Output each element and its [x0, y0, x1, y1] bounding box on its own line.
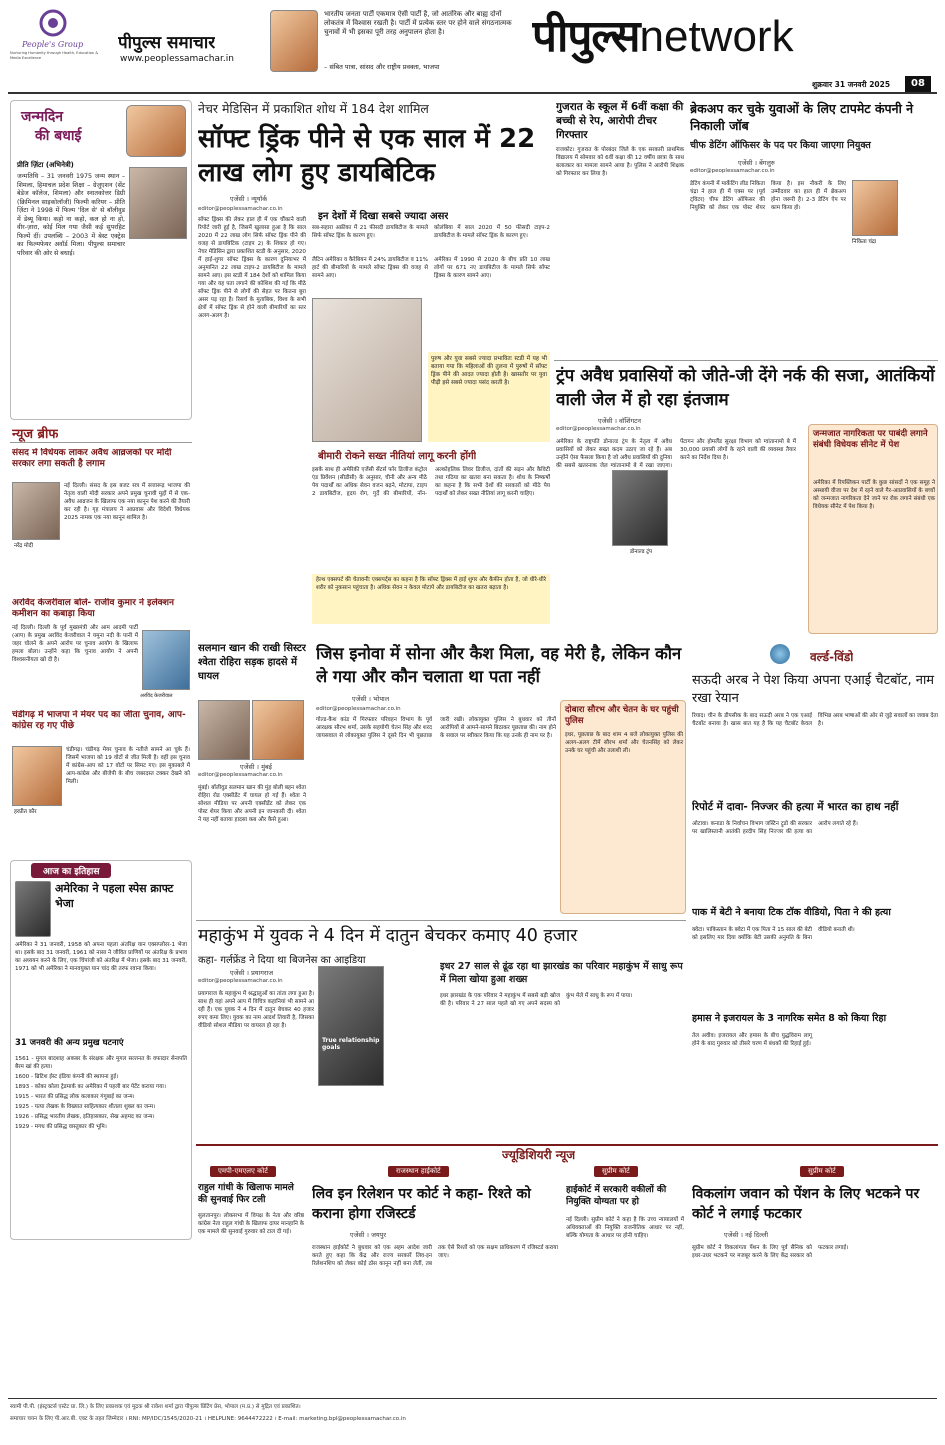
- world-1-headline: सऊदी अरब ने पेश किया अपना एआई चैटबॉट, नाम रखा रेयान: [692, 673, 935, 706]
- kumbh-photo-text: True relationship goals: [322, 1037, 380, 1051]
- birthday-title-bottom: की बधाई: [35, 128, 82, 144]
- judiciary-2-headline: लिव इन रिलेशन पर कोर्ट ने कहा- रिश्ते को कराना होगा रजिस्टर्ड: [312, 1186, 531, 1222]
- kumbh-email: editor@peoplessamachar.co.in: [198, 978, 283, 984]
- salman-body: मुंबई। बॉलीवुड सलमान खान की मुंह बोली बहन श्वेता रोहिरा रोड एक्सीडेंट में घायल हो गई हैं। श्वेता ने सोशल मीडिया पर अपनी एक्सीडेंट को लेकर एक पोस्ट शेयर किया और अपनी इन जानकारी दी। श्वेता ने यह नहीं बताया हादसा कब और कैसे हुआ।: [198, 785, 306, 823]
- quote-author-photo: [270, 10, 318, 72]
- trump-side-box: [808, 424, 938, 634]
- lead-bullet: कोलंबिया में साल 2020 में 50 फीसदी टाइप-2 डायबिटीज के मामले सॉफ्ट ड्रिंक के कारण हुए।: [434, 225, 550, 239]
- breakup-photo: [852, 180, 898, 236]
- birthday-title: [21, 107, 81, 145]
- trump-headline: ट्रंप अवैध प्रवासियों को जीते-जी देंगे नर्क की सजा, आतंकियों वाली जेल में हो रहा इंतजाम: [556, 366, 935, 410]
- network-en: network: [639, 12, 794, 61]
- group-name: People's Group: [22, 40, 84, 49]
- network-hindi: पीपुल्स: [532, 11, 640, 62]
- history-events-head: 31 जनवरी की अन्य प्रमुख घटनाएं: [15, 1038, 124, 1048]
- history-event: 1893 - कोका कोला ट्रेडमार्क का अमेरिका में पहली बार पेटेंट कराया गया।: [15, 1084, 166, 1090]
- breakup-caption: निकिता चंद्रा: [852, 239, 877, 245]
- history-box: [10, 860, 192, 1240]
- masthead-rule: [8, 92, 937, 94]
- kumbh-rule: [196, 920, 686, 921]
- world-4-headline: हमास ने इजरायल के 3 नागरिक समेत 8 को किया रिहा: [692, 1013, 887, 1024]
- trump-body: अमेरिका के राष्ट्रपति डोनाल्ड ट्रंप के नेतृत्व में अवैध प्रवासियों को लेकर सख्त कदम उठाए जा रहे हैं। अब उन्होंने ऐसा फैसला किया है जो अवैध प्रवासियों की दुनिया की सबसे खतरनाक जेल ग्वांतानामो बे में रखा जाएगा। पेंटागन और होमलैंड सुरक्षा विभाग को ग्वांतानामो बे में 30,000 प्रवासी लोगों के रहने वाली की व्यवस्था तैयार करने का निर्देश दिया है।: [556, 439, 796, 469]
- birthday-person-photo: [129, 167, 187, 239]
- footer-rule: [8, 1398, 937, 1399]
- group-logo: [10, 8, 100, 68]
- kumbh-headline: महाकुंभ में युवक ने 4 दिन में दातुन बेचकर कमाए 40 हजार: [198, 926, 578, 946]
- judiciary-1-court: एमपी-एमएलए कोर्ट: [210, 1166, 276, 1177]
- paper-site[interactable]: www.peoplessamachar.in: [120, 54, 234, 64]
- brief-3-body: चंडीगढ़। चंडीगढ़ मेयर चुनाव के नतीजे सामने आ चुके हैं। जिसमें भाजपा को 19 वोटों से जीत मिली है। वहीं इस चुनाव में कांग्रेस-आप को 17 वोटों पर सिमट गए। इस मुकाबले में आप-कांग्रेस और बीजेपी के बीच जबरदस्त टक्कर देखने को मिली।: [66, 747, 190, 785]
- breakup-body-extra: [852, 250, 938, 350]
- brief-2-photo: [142, 630, 190, 690]
- hourglass-icon: [15, 881, 51, 937]
- col-rule: [554, 360, 938, 361]
- lead-warning: हेल्थ एक्सपर्ट की चेतावनीः एक्सपर्ट्स का कहना है कि सॉफ्ट ड्रिंक्स में हाई शुगर और कैफीन होता है, जो धीरे-धीरे शरीर को नुकसान पहुंचाता है। अधिक सेवन न केवल मोटापे और डायबिटीज का खतरा बढ़ाता है।: [312, 574, 550, 624]
- history-event: 1600 - ब्रिटिश ईस्ट इंडिया कंपनी की स्थापना हुई।: [15, 1074, 119, 1080]
- judiciary-4-court: सुप्रीम कोर्ट: [800, 1166, 844, 1177]
- breakup-kicker: चीफ डेटिंग ऑफिसर के पद पर किया जाएगा नियुक्त: [690, 140, 871, 151]
- history-event: 1561 - मुगल बादशाह अकबर के संरक्षक और मुगल सल्तनत के वफादार सेनापति बैरम खां की हत्या।: [15, 1056, 187, 1070]
- salman-photo-2: [252, 700, 304, 760]
- judiciary-3-court: सुप्रीम कोर्ट: [594, 1166, 638, 1177]
- lead-body-2: इसके साथ ही अमेरिकी एजेंसी सेंटर्स फॉर डिजीज कंट्रोल एंड प्रिवेंशन (सीडीसी) के अनुसार, चीनी और अन्य मीठे पेय पदार्थों का अधिक सेवन वजन बढ़ने, मोटापा, टाइप 2 डायबिटीज, हृदय रोग, गुर्दे की बीमारियों, नॉन-अल्कोहलिक लिवर डिजीज, दांतों की सड़न और कैविटी तथा गठिया का खतरा बना सकता है। शोध के निष्कर्षों का कहना है कि सभी देशों की सरकारों को मीठे पेय पदार्थों को लेकर सख्त नीतियां लागू करनी चाहिए।: [312, 467, 550, 497]
- group-logo-icon: [38, 8, 68, 38]
- gujarat-headline: गुजरात के स्कूल में 6वीं कक्षा की बच्ची से रेप, आरोपी टीचर गिरफ्तार: [556, 101, 684, 141]
- trump-byline: एजेंसी । वॉशिंगटन: [598, 417, 642, 425]
- inova-email: editor@peoplessamachar.co.in: [316, 706, 401, 712]
- world-4-body: तेल अवीव। इजरायल और हमास के बीच युद्धविराम लागू होने के बाद गुरुवार को तीसरे चरण में बंधकों की रिहाई हुई।: [692, 1033, 812, 1047]
- judiciary-1-headline: राहुल गांधी के खिलाफ मामले की सुनवाई फिर टली: [198, 1183, 294, 1205]
- world-3-headline: पाक में बेटी ने बनाया टिक टॉक वीडियो, पिता ने की हत्या: [692, 907, 891, 918]
- network-logo: [532, 4, 937, 74]
- globe-icon: [770, 644, 790, 664]
- world-2-body: ओटावा। कनाडा के निर्वाचन विभाग जस्टिन ट्रूडो की सरकार पर खालिस्तानी आतंकी हरदीप सिंह निज्जर की हत्या का आरोप लगाते रहे हैं।: [692, 821, 858, 835]
- brief-1-photo: [12, 482, 60, 540]
- brief-1-headline: संसद में विधेयक लाकर अवैध आव्रजकों पर मोदी सरकार लगा सकती है लगाम: [12, 448, 172, 469]
- history-events: [15, 1055, 187, 1133]
- trump-side-head: जन्मजात नागरिकता पर पाबंदी लगाने संबंधी विधेयक सीनेट में पेश: [813, 429, 928, 450]
- kumbh-side-head: इधर 27 साल से ढूंढ रहा था झारखंड का परिवार महाकुंभ में साधु रूप में मिला खोया हुआ शख्स: [440, 961, 683, 985]
- lead-byline: एजेंसी । न्यूयॉर्क: [230, 195, 268, 203]
- lead-bullet: लैटिन अमेरिका व कैरेबियन में 24% डायबिटीज व 11% हार्ट की बीमारियों के मामले सॉफ्ट ड्रिंक्स की वजह से सामने आए।: [312, 257, 428, 279]
- history-body: अमेरिका ने 31 जनवरी, 1958 को अपना पहला अंतरिक्ष यान एक्सप्लोरर-1 भेजा था। इसके बाद 31 जनवरी, 1961 को नासा ने जीवित प्राणियों पर अंतरिक्ष के प्रभाव का अध्ययन करने के लिए, एक चिंपांजी को अंतरिक्ष में भेजा। इसके बाद 31 जनवरी, 1971 को भी अमेरिका ने मानवयुक्त यान चांद की तरफ रवाना किया।: [15, 942, 187, 972]
- lead-subhead: इन देशों में दिखा सबसे ज्यादा असर: [318, 211, 449, 222]
- footer-line-1: स्वामी पी.पी. (इंस्ट्रक्टर्स एस्टेट प्रा. लि.) के लिए प्रकाशक एवं मुद्रक श्री राकेश शर्मा द्वारा पीपुल्स प्रिंटिंग प्रेस, भोपाल (म.प्र.) से मुद्रित एवं प्रकाशित।: [10, 1404, 301, 1410]
- brief-3-caption: हरप्रीत कौर: [14, 809, 37, 815]
- kumbh-photo: [318, 966, 384, 1086]
- judiciary-2-court: राजस्थान हाईकोर्ट: [388, 1166, 449, 1177]
- brief-1-body: नई दिल्ली। संसद के इस बजट सत्र में सत्तारूढ़ भाजपा की नेतृत्व वाली मोदी सरकार अपने प्रमुख चुनावी मुद्दों में से एक-अवैध आव्रजन के खिलाफ एक नया कानून पेश करने की तैयारी कर रही है। गृह मंत्रालय ने आप्रवास और विदेशी विधेयक 2025 नामक एक नया कानून शामिल है।: [64, 483, 190, 521]
- world-1-body: रियाद। चीन के डीपसीक के बाद सऊदी अरब ने एक एआई चैटबॉट बनाया है। खास बात यह है कि यह चैटबॉट केवल विभिन्न अरब भाषाओं की ओर से जुड़े सवालों का जवाब देता है।: [692, 713, 938, 727]
- trump-side-body: अमेरिका में रिपब्लिकन पार्टी के कुछ सांसदों ने एक समूह ने अस्थायी वीजा पर देश में रहने वाले गैर-आप्रवासियों के बच्चों को जन्मजात नागरिकता देने जाने पर रोक लगाने संबंधी एक विधेयक सीनेट में पेश किया है।: [813, 480, 935, 510]
- footer-line-2: समाचार चयन के लिए पी.आर.बी. एक्ट के तहत जिम्मेदार । RNI: MP/IDC/1545/2020-21 । HELPLINE: 9644472222 । E-mail: marketing.bpl@peoplessamachar.co.in: [10, 1416, 406, 1422]
- kumbh-byline: एजेंसी । प्रयागराज: [230, 969, 274, 977]
- kumbh-body: प्रयागराज के महाकुंभ में श्रद्धालुओं का तांता लगा हुआ है। साथ ही यहां अपने आप में विचित्र कहानियां भी सामने आ रही हैं। एक युवक ने 4 दिन में दातुन बेचकर 40 हजार रुपए कमा लिए। युवक का नाम आदर्श तिवारी है, जिसका वीडियो सोशल मीडिया पर वायरल हो रहा है।: [198, 991, 314, 1029]
- history-event: 1926 - प्रसिद्ध भारतीय लेखक, इतिहासकार, सेख अहमद का जन्म।: [15, 1114, 155, 1120]
- lead-callout: पुरुष और युवा सबसे ज्यादा प्रभावितः स्टडी में यह भी बताया गया कि महिलाओं की तुलना में पुरुषों में सॉफ्ट ड्रिंक पीने की आदत ज्यादा होती है। खासतौर पर युवा पीढ़ी इसे सबसे ज्यादा पसंद करती है।: [428, 352, 550, 442]
- birthday-cake-image: [126, 105, 186, 157]
- world-3-body: क्वेटा। पाकिस्तान के क्वेटा में एक पिता ने 15 साल की बेटी को इसलिए मार दिया क्योंकि बेटी उसकी अनुमति के बिना वीडियो बनाती थी।: [692, 927, 855, 941]
- gujarat-body: राजकोट। गुजरात के पोरबंदर जिले के एक सरकारी प्राथमिक विद्यालय में सोमवार को 6वीं कक्षा की 12 वर्षीय छात्रा के साथ बलात्कार का मामला सामने आया है। पुलिस ने आरोपी शिक्षक को गिरफ्तार कर लिया है।: [556, 147, 684, 177]
- lead-headline: सॉफ्ट ड्रिंक पीने से एक साल में 22 लाख लोग हुए डायबिटिक: [198, 124, 536, 188]
- world-2-headline: रिपोर्ट में दावा- निज्जर की हत्या में भारत का हाथ नहीं: [692, 801, 899, 813]
- judiciary-3-headline: हाईकोर्ट में सरकारी वकीलों की नियुक्ति योग्यता पर हो: [566, 1185, 667, 1207]
- inova-headline: जिस इनोवा में सोना और कैश मिला, वह मेरी है, लेकिन कौन ले गया और कौन चलाता था पता नहीं: [316, 644, 682, 686]
- history-label: आज का इतिहास: [31, 863, 111, 878]
- salman-email: editor@peoplessamachar.co.in: [198, 772, 283, 778]
- judiciary-label: ज्यूडिशियरी न्यूज: [502, 1148, 576, 1162]
- salman-byline: एजेंसी । मुंबई: [240, 763, 272, 771]
- brief-rule: [10, 442, 192, 443]
- birthday-text: जन्मतिथि – 31 जनवरी 1975 जन्म स्थान – शिमला, हिमाचल प्रदेश शिक्षा – ग्रेजुएशन (सेंट बेडेज कॉलेज, शिमला) और स्नातकोत्तर डिग्री (क्रिमिनल साइकोलॉजी) फिल्मी करियर – प्रीति ज़िंटा ने 1998 में फिल्म 'दिल से' से बॉलीवुड में डेब्यू किया। कहो ना कहो, कल हो ना हो, वीर-ज़ारा, कोई मिल गया जैसी कई सुपरहिट फिल्में दीं। उपलब्धि – 2003 में बेस्ट एक्ट्रेस का फिल्मफेयर अवॉर्ड मिला। पीपुल्स समाचार परिवार की ओर से बधाई।: [17, 173, 125, 257]
- world-label: वर्ल्ड-विंडो: [810, 650, 854, 664]
- inova-side-box: [560, 700, 686, 914]
- birthday-name: प्रीति ज़िंटा (अभिनेत्री): [17, 161, 74, 169]
- history-event: 1915 - भारत की प्रसिद्ध लोक कलाकार गंगूबाई का जन्म।: [15, 1094, 135, 1100]
- birthday-title-top: जन्मदिन: [21, 109, 64, 125]
- kumbh-kicker: कहा- गर्लफ्रेंड ने दिया था बिजनेस का आइडिया: [198, 955, 366, 966]
- breakup-byline: एजेंसी । बेंगलुरु: [738, 159, 775, 167]
- issue-date: शुक्रवार 31 जनवरी 2025: [812, 80, 891, 89]
- trump-photo: [612, 470, 668, 546]
- judiciary-2-byline: एजेंसी । जयपुर: [350, 1231, 387, 1239]
- brief-2-body: नई दिल्ली। दिल्ली के पूर्व मुख्यमंत्री और आम आदमी पार्टी (आप) के प्रमुख अरविंद केजरीवाल ने यमुना नदी के पानी में जहर घोलने के अपने आरोप पर चुनाव आयोग के खिलाफ हमला बोला। उन्होंने कहा कि चुनाव आयोग ने अपनी विश्वसनीयता खो दी है।: [12, 625, 138, 663]
- history-event: 1925 - यत्या लेखक के विख्यात साहित्यकार शीतला शुक्ल का जन्म।: [15, 1104, 156, 1110]
- lead-bullet: सब-सहारा अफ्रीका में 21 फीसदी डायबिटीज के मामले सिर्फ सॉफ्ट ड्रिंक के कारण हुए।: [312, 225, 428, 239]
- history-event: 1929 - मगध की प्रसिद्ध वास्तुकार की भूमि।: [15, 1124, 107, 1130]
- lead-email: editor@peoplessamachar.co.in: [198, 206, 283, 212]
- inova-side-body: इधर, पूछताछ के बाद शाम 4 बजे लोकायुक्त पुलिस की अलग-अलग टीमें सौरभ शर्मा और चेतनसिंह को लेकर उनके घर पहुंची और तलाशी ली।: [565, 732, 683, 754]
- judiciary-1-body: सुलतानपुर। लोकसभा में विपक्ष के नेता और वरिष्ठ कांग्रेस नेता राहुल गांधी के खिलाफ दायर मानहानि के एक मामले की सुनवाई गुरुवार को टाल दी गई।: [198, 1213, 304, 1235]
- lead-kicker: नेचर मेडिसिन में प्रकाशित शोध में 184 देश शामिल: [198, 101, 429, 116]
- breakup-headline: ब्रेकअप कर चुके युवाओं के लिए टापमेट कंपनी ने निकाली जॉब: [690, 101, 914, 133]
- trump-email: editor@peoplessamachar.co.in: [556, 426, 641, 432]
- breakup-body: डेटिंग कंपनी में मार्केटिंग लीड निकिता चंद्रा ने हाल ही में एक्स पर (पूर्व ट्विटर) चीफ डेटिंग ऑफिसर की नियुक्ति को लेकर एक पोस्ट शेयर किया है। इस नौकरी के लिए उम्मीदवार का हाल ही में ब्रेकअप होना जरूरी है। 2-3 डेटिंग ऐप पर काम किया हो।: [690, 181, 846, 211]
- brief-2-caption: अरविंद केजरीवाल: [140, 693, 173, 699]
- judiciary-4-body: सुप्रीम कोर्ट ने विकलांगता पेंशन के लिए पूर्व सैनिक को इधर-उधर भटकने पर मजबूर करने के लिए केंद्र सरकार को फटकार लगाई।: [692, 1245, 849, 1259]
- inova-side-head: दोबारा सौरभ और चेतन के घर पहुंची पुलिस: [565, 705, 679, 726]
- salman-photo-1: [198, 700, 250, 760]
- paper-name: पीपुल्स समाचार: [118, 33, 216, 53]
- inova-body: गोल्ड-कैश कांड में गिरफ्तार परिवहन विभाग के पूर्व आरक्षक सौरभ शर्मा, उसके सहयोगी चेतन सिंह और शरद जायसवाल से लोकायुक्त पुलिस ने दूसरे दिन भी पूछताछ जारी रखी। लोकायुक्त पुलिस ने बुधवार को तीनों आरोपियों से आमने-सामने बिठाकर पूछताछ की। नाम होने के सवाल पर स्वीकार किया कि यह उनके ही नाम पर है।: [316, 717, 556, 739]
- salman-headline: सलमान खान की राखी सिस्टर श्वेता रोहिरा सड़क हादसे में घायल: [198, 643, 306, 682]
- kumbh-body-2: [388, 966, 434, 1140]
- judiciary-4-headline: विकलांग जवान को पेंशन के लिए भटकने पर कोर्ट ने लगाई फटकार: [692, 1186, 920, 1222]
- breakup-email: editor@peoplessamachar.co.in: [690, 168, 775, 174]
- brief-label: न्यूज ब्रीफ: [12, 427, 59, 442]
- judiciary-4-byline: एजेंसी । नई दिल्ली: [724, 1231, 769, 1239]
- lead-subhead-2: बीमारी रोकने सख्त नीतियां लागू करनी होंगी: [318, 451, 477, 462]
- group-tagline: Nurturing Humanity through Health, Education & Media Excellence: [10, 51, 99, 60]
- brief-2-headline: अरविंद केजरीवाल बोले- राजीव कुमार ने इलेक्शन कमीशन का कबाड़ा किया: [12, 598, 175, 619]
- lead-photo-glucometer: [312, 298, 422, 442]
- history-headline: अमेरिका ने पहला स्पेस क्राफ्ट भेजा: [55, 882, 174, 910]
- page-number: 08: [905, 76, 931, 92]
- brief-1-caption: नरेंद्र मोदी: [14, 543, 34, 549]
- judiciary-3-body: नई दिल्ली। सुप्रीम कोर्ट ने कहा है कि उच्च न्यायालयों में अधिवक्ताओं की नियुक्ति राजनीतिक आधार पर नहीं, बल्कि योग्यता के आधार पर होनी चाहिए।: [566, 1217, 684, 1239]
- lead-bullet: अमेरिका में 1990 से 2020 के बीच प्रति 10 लाख लोगों पर 671 नए डायबिटीज के मामले सिर्फ सॉफ्ट ड्रिंक्स के कारण सामने आए।: [434, 257, 550, 279]
- birthday-box: [10, 100, 192, 420]
- lead-body: सॉफ्ट ड्रिंक्स की लेकर हाल ही में एक चौंकाने वाली रिपोर्ट जारी हुई है, जिसमें खुलासा हुआ है कि साल 2020 में 22 लाख लोग सिर्फ सॉफ्ट ड्रिंक पीने की वजह से डायबिटिक (टाइप 2) के शिकार हो गए। नेचर मेडिसिन द्वारा प्रकाशित स्टडी के अनुसार, 2020 में हाई-शुगर सॉफ्ट ड्रिंक्स के कारण दुनियाभर में अनुमानित 22 लाख टाइप-2 डायबिटीज के मामले सामने आए। इस स्टडी में 184 देशों को शामिल किया गया और यह पता लगाने की कोशिश की गई कि मीठे सॉफ्ट ड्रिंक पीने से लोगों की सेहत पर कितना बुरा असर पड़ रहा है। रिसर्च के मुताबिक, विश्व के सभी क्षेत्रों में सॉफ्ट ड्रिंक से होने वाली बीमारियों का स्तर अलग-अलग है।: [198, 217, 306, 319]
- trump-caption: डोनाल्ड ट्रंप: [630, 549, 653, 555]
- kumbh-side-body: इधर झारखंड के एक परिवार ने महाकुंभ में सबसे बड़ी खोज की है। परिवार ने 27 साल पहले खो गए अपने सदस्य को कुंभ मेले में साधु के रूप में पाया।: [440, 993, 633, 1007]
- brief-3-headline: चंडीगढ़ में भाजपा ने मेयर पद का जीता चुनाव, आप-कांग्रेस रह गए पीछे: [12, 710, 186, 731]
- quote-text: भारतीय जनता पार्टी एकमात्र ऐसी पार्टी है, जो आतंरिक और बाह्य दोनों लोकतंत्र में विश्वास रखती है। पार्टी में प्रत्येक स्तर पर होने वाले संगठनात्मक चुनावों में भी इसका पूरी तरह अनुपालन होता है।: [324, 10, 512, 36]
- quote-author: – संबित पात्रा, सांसद और राष्ट्रीय प्रवक्ता, भाजपा: [324, 63, 440, 71]
- judiciary-2-body: राजस्थान हाईकोर्ट ने बुधवार को एक अहम आदेश जारी करते हुए कहा कि केंद्र और राज्य सरकारें लिव-इन रिलेशनशिप को लेकर कोई ठोस कानून नहीं बना लेतीं, तब तक ऐसे रिश्तों को एक सक्षम प्राधिकरण में रजिस्टर्ड कराया जाए।: [312, 1245, 558, 1267]
- brief-3-photo: [12, 746, 62, 806]
- inova-byline: एजेंसी । भोपाल: [352, 695, 390, 703]
